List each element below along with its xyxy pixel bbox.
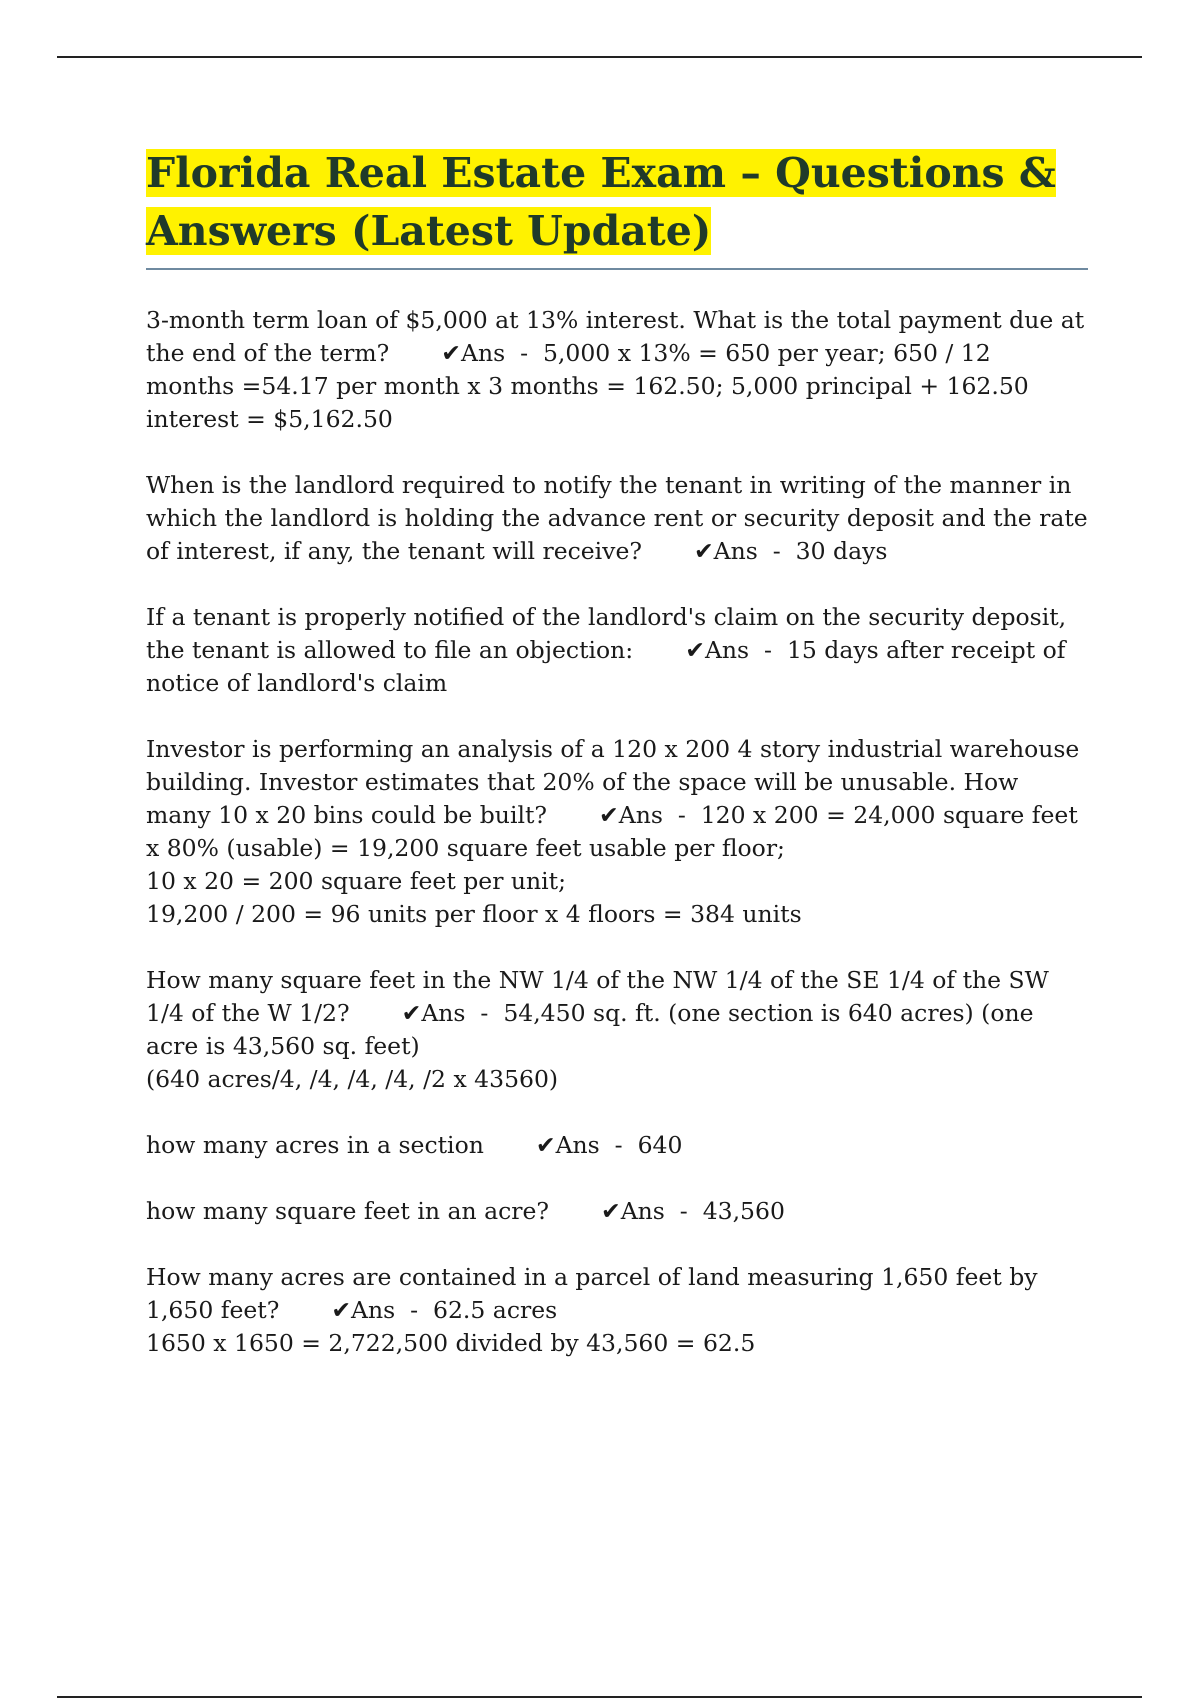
question-line [146, 1195, 1088, 1228]
question-line [146, 1294, 1088, 1327]
answer-line: acre is 43,560 sq. feet) [146, 1032, 420, 1060]
answer-line: interest = $5,162.50 [146, 405, 393, 433]
document-body [146, 144, 1088, 1393]
answer-text: 43,560 [702, 1197, 785, 1225]
answer-label: Ans - [713, 537, 796, 565]
answer-label: Ans - [351, 1296, 434, 1324]
answer-label: Ans - [460, 339, 543, 367]
title-line-1: Florida Real Estate Exam – Questions & [146, 149, 1056, 197]
checkmark-icon: ✔ [401, 999, 422, 1027]
question-line [146, 733, 1088, 766]
qa-item [146, 1261, 1088, 1360]
question-line [146, 469, 1088, 502]
question-line [146, 799, 1088, 832]
question-line [146, 535, 1088, 568]
qa-item [146, 964, 1088, 1096]
answer-label: Ans - [421, 999, 504, 1027]
question-text: of interest, if any, the tenant will receive? [146, 537, 642, 565]
answer-text: 120 x 200 = 24,000 square feet [700, 801, 1078, 829]
checkmark-icon: ✔ [599, 801, 619, 829]
question-text: 1/4 of the W 1/2? [146, 999, 350, 1027]
question-line [146, 1129, 1088, 1162]
qa-item [146, 1195, 1088, 1228]
qa-item [146, 304, 1088, 436]
question-text: the end of the term? [146, 339, 390, 367]
question-text: Investor is performing an analysis of a 120 x 200 4 story industrial warehouse [146, 735, 1080, 763]
answer-text: 640 [637, 1131, 683, 1159]
question-line [146, 1261, 1088, 1294]
title-block [146, 144, 1088, 270]
question-text: If a tenant is properly notified of the landlord's claim on the security deposit, [146, 603, 1067, 631]
answer-marker [402, 999, 1034, 1027]
question-text: 1,650 feet? [146, 1296, 280, 1324]
answer-line: months =54.17 per month x 3 months = 162.50; 5,000 principal + 162.50 [146, 372, 1029, 400]
question-line [146, 601, 1088, 634]
answer-line: x 80% (usable) = 19,200 square feet usable per floor; [146, 834, 785, 862]
page-bottom-rule [57, 1696, 1142, 1698]
qa-item [146, 601, 1088, 700]
question-line [146, 964, 1088, 997]
question-line [146, 304, 1088, 337]
qa-item [146, 469, 1088, 568]
answer-text: 62.5 acres [433, 1296, 558, 1324]
answer-line: 10 x 20 = 200 square feet per unit; [146, 867, 567, 895]
question-line [146, 634, 1088, 667]
answer-line: 1650 x 1650 = 2,722,500 divided by 43,560 = 62.5 [146, 1329, 756, 1357]
answer-text: 5,000 x 13% = 650 per year; 650 / 12 [542, 339, 991, 367]
question-text: building. Investor estimates that 20% of the space will be unusable. How [146, 768, 1019, 796]
answer-line: 19,200 / 200 = 96 units per floor x 4 floors = 384 units [146, 900, 802, 928]
qa-item [146, 1129, 1088, 1162]
question-line [146, 337, 1088, 370]
answer-label: Ans - [618, 801, 701, 829]
checkmark-icon: ✔ [600, 1197, 621, 1225]
answer-marker [601, 1197, 785, 1225]
answer-label: Ans - [704, 636, 787, 664]
answer-marker [331, 1296, 557, 1324]
question-text: how many acres in a section [146, 1131, 484, 1159]
answer-line: (640 acres/4, /4, /4, /4, /2 x 43560) [146, 1065, 559, 1093]
document-title [146, 144, 1088, 260]
question-text: the tenant is allowed to file an objection: [146, 636, 634, 664]
answer-text: 15 days after receipt of [786, 636, 1066, 664]
answer-marker [694, 537, 887, 565]
question-text: How many square feet in the NW 1/4 of the NW 1/4 of the SE 1/4 of the SW [146, 966, 1049, 994]
question-text: which the landlord is holding the advance rent or security deposit and the rate [146, 504, 1088, 532]
qa-list [146, 304, 1088, 1360]
answer-marker [685, 636, 1065, 664]
answer-text: 30 days [795, 537, 888, 565]
answer-marker [441, 339, 990, 367]
question-line [146, 502, 1088, 535]
title-line-2: Answers (Latest Update) [146, 207, 712, 255]
page-top-rule [57, 56, 1142, 58]
checkmark-icon: ✔ [685, 636, 705, 664]
question-line [146, 997, 1088, 1030]
question-text: How many acres are contained in a parcel of land measuring 1,650 feet by [146, 1263, 1038, 1291]
answer-marker [599, 801, 1078, 829]
question-text: how many square feet in an acre? [146, 1197, 549, 1225]
question-text: many 10 x 20 bins could be built? [146, 801, 548, 829]
answer-label: Ans - [555, 1131, 638, 1159]
question-text: When is the landlord required to notify the tenant in writing of the manner in [146, 471, 1072, 499]
question-line [146, 766, 1088, 799]
answer-line: notice of landlord's claim [146, 669, 448, 697]
checkmark-icon: ✔ [441, 339, 461, 367]
checkmark-icon: ✔ [535, 1131, 556, 1159]
checkmark-icon: ✔ [331, 1296, 352, 1324]
question-text: 3-month term loan of $5,000 at 13% interest. What is the total payment due at [146, 306, 1085, 334]
answer-text: 54,450 sq. ft. (one section is 640 acres) (one [503, 999, 1034, 1027]
qa-item [146, 733, 1088, 931]
answer-label: Ans - [620, 1197, 703, 1225]
answer-marker [536, 1131, 683, 1159]
checkmark-icon: ✔ [693, 537, 714, 565]
